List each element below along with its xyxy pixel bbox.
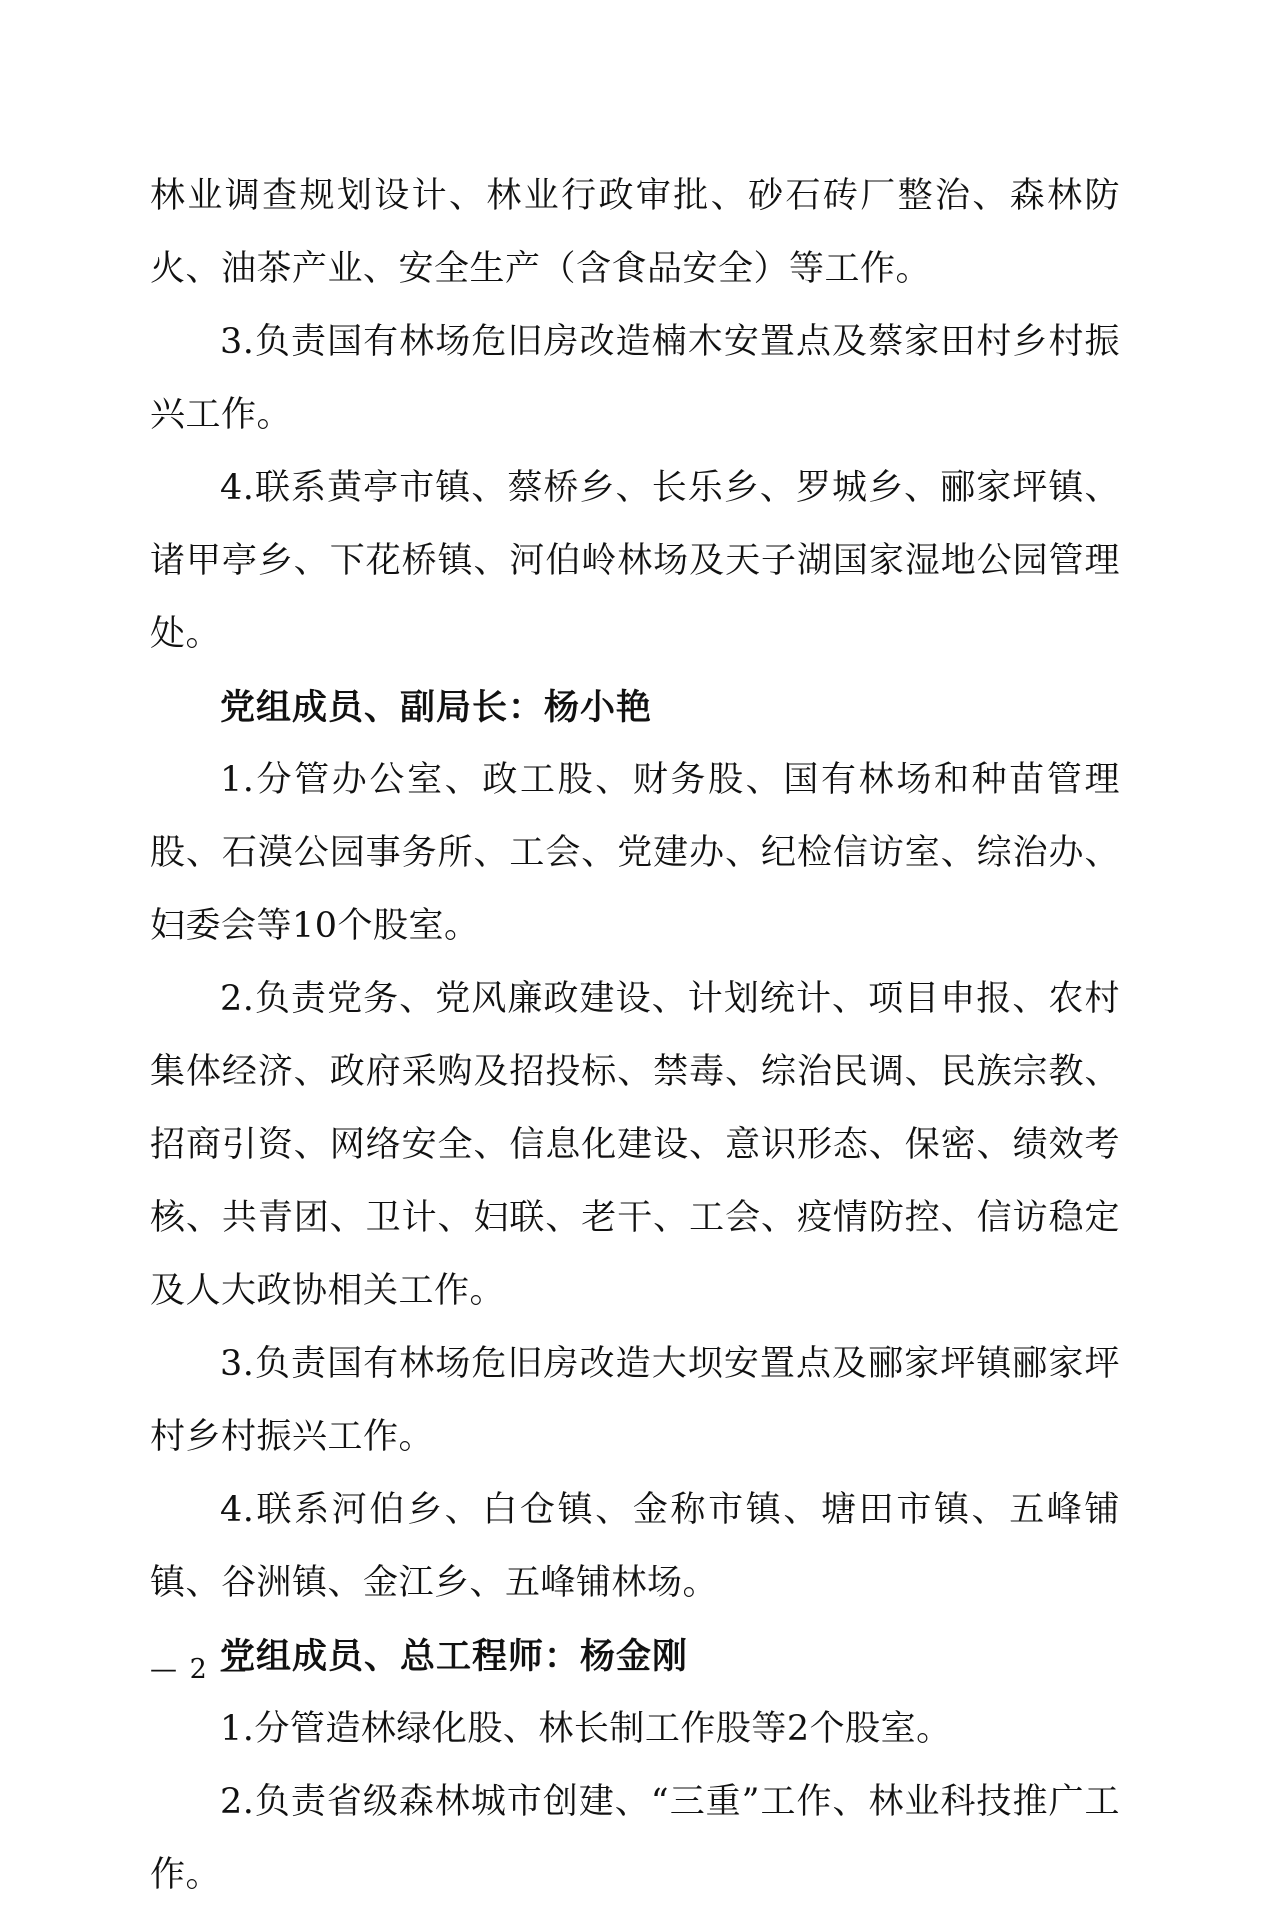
paragraph-yang-jingang-item-2: 2.负责省级森林城市创建、“三重”工作、林业科技推广工作。 [150,1782,1120,1895]
paragraph-yang-xiaoyan-item-1: 1.分管办公室、政工股、财务股、国有林场和种苗管理股、石漠公园事务所、工会、党建办、纪检信访室、综治办、妇委会等10个股室。 [150,760,1120,946]
page-number: — 2 — [150,1654,249,1685]
page-footer [150,1654,1120,1685]
paragraph-item-4: 4.联系黄亭市镇、蔡桥乡、长乐乡、罗城乡、郦家坪镇、诸甲亭乡、下花桥镇、河伯岭林场及天子湖国家湿地公园管理处。 [150,468,1120,654]
heading-chief-engineer: 党组成员、总工程师：杨金刚 [220,1636,689,1677]
document-body [150,160,1120,1912]
paragraph-yang-xiaoyan-item-3: 3.负责国有林场危旧房改造大坝安置点及郦家坪镇郦家坪村乡村振兴工作。 [150,1344,1120,1457]
paragraph-item-3: 3.负责国有林场危旧房改造楠木安置点及蔡家田村乡村振兴工作。 [150,322,1120,435]
paragraph-yang-xiaoyan-item-2: 2.负责党务、党风廉政建设、计划统计、项目申报、农村集体经济、政府采购及招投标、禁毒、综治民调、民族宗教、招商引资、网络安全、信息化建设、意识形态、保密、绩效考核、共青团、卫计、妇联、老干、工会、疫情防控、信访稳定及人大政协相关工作。 [150,979,1120,1311]
paragraph-duties-continued: 林业调查规划设计、林业行政审批、砂石砖厂整治、森林防火、油茶产业、安全生产（含食品安全）等工作。 [150,176,1120,289]
paragraph-yang-xiaoyan-item-4: 4.联系河伯乡、白仓镇、金称市镇、塘田市镇、五峰铺镇、谷洲镇、金江乡、五峰铺林场。 [150,1490,1120,1603]
paragraph-yang-jingang-item-1: 1.分管造林绿化股、林长制工作股等2个股室。 [220,1709,952,1749]
heading-deputy-director: 党组成员、副局长：杨小艳 [220,687,653,728]
